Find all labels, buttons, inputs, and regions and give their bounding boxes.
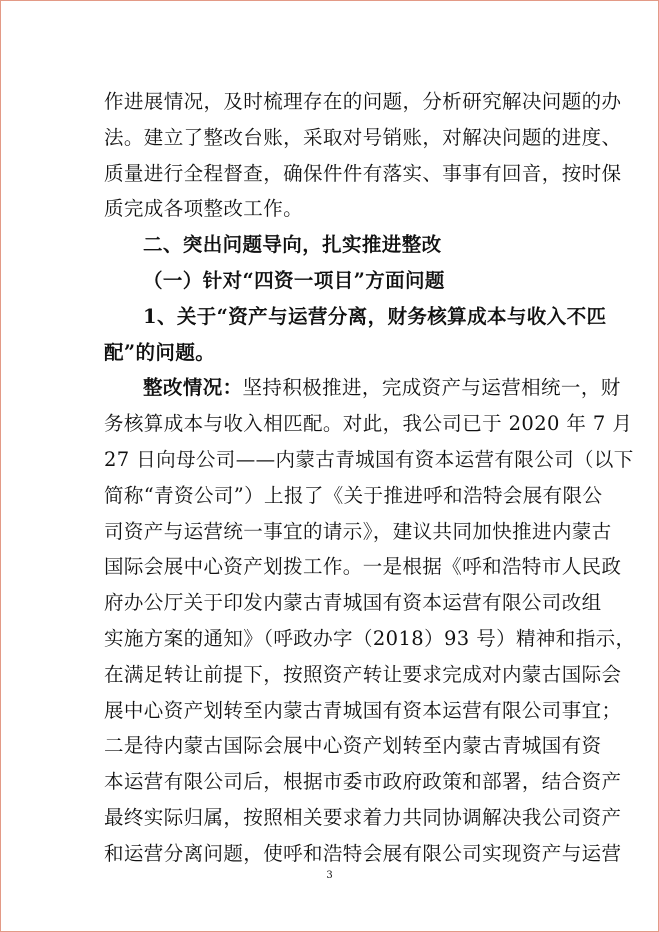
text-line-2: 法。建立了整改台账，采取对号销账，对解决问题的进度、 [104,125,622,149]
text-line-11: 27 日向母公司——内蒙古青城国有资本运营有限公司（以下 [104,447,634,471]
text-line-10: 务核算成本与收入相匹配。对此，我公司已于 2020 年 7 月 [104,412,633,436]
text-line-19: 二是待内蒙古国际会展中心资产划转至内蒙古青城国有资 [104,734,602,758]
text-line-3: 质量进行全程督查，确保件件有落实、事事有回音，按时保 [104,161,622,185]
issue-heading-line-1: 1、关于“资产与运营分离，财务核算成本与收入不匹 [143,304,607,328]
text-line-20: 本运营有限公司后，根据市委市政府政策和部署，结合资产 [104,770,622,794]
rectification-status-text: 坚持积极推进，完成资产与运营相统一，财 [242,376,621,400]
text-line-14: 国际会展中心资产划拨工作。一是根据《呼和浩特市人民政 [104,555,622,579]
text-line-17: 在满足转让前提下，按照资产转让要求完成对内蒙古国际会 [104,662,622,686]
text-line-4: 质完成各项整改工作。 [104,197,304,221]
text-line-22: 和运营分离问题，使呼和浩特会展有限公司实现资产与运营 [104,841,622,865]
rectification-status-line [104,370,621,406]
text-line-1: 作进展情况，及时梳理存在的问题，分析研究解决问题的办 [104,90,622,113]
text-line-18: 展中心资产划转至内蒙古青城国有资本运营有限公司事宜； [104,698,622,722]
text-line-21: 最终实际归属，按照相关要求着力共同协调解决我公司资产 [104,805,622,829]
text-line-12: 简称“青资公司”）上报了《关于推进呼和浩特会展有限公 [104,483,603,507]
subsection-heading: （一）针对“四资一项目”方面问题 [143,268,445,292]
section-heading: 二、突出问题导向，扎实推进整改 [143,233,442,257]
page-number: 3 [326,870,333,881]
text-line-15: 府办公厅关于印发内蒙古青城国有资本运营有限公司改组 [104,591,602,615]
issue-heading-line-2: 配”的问题。 [104,340,216,364]
document-body [104,84,636,872]
rectification-status-label: 整改情况： [143,376,243,400]
text-line-13: 司资产与运营统一事宜的请示》，建议共同加快推进内蒙古 [104,519,612,543]
text-line-16: 实施方案的通知》（呼政办字（2018）93 号）精神和指示， [104,626,636,650]
